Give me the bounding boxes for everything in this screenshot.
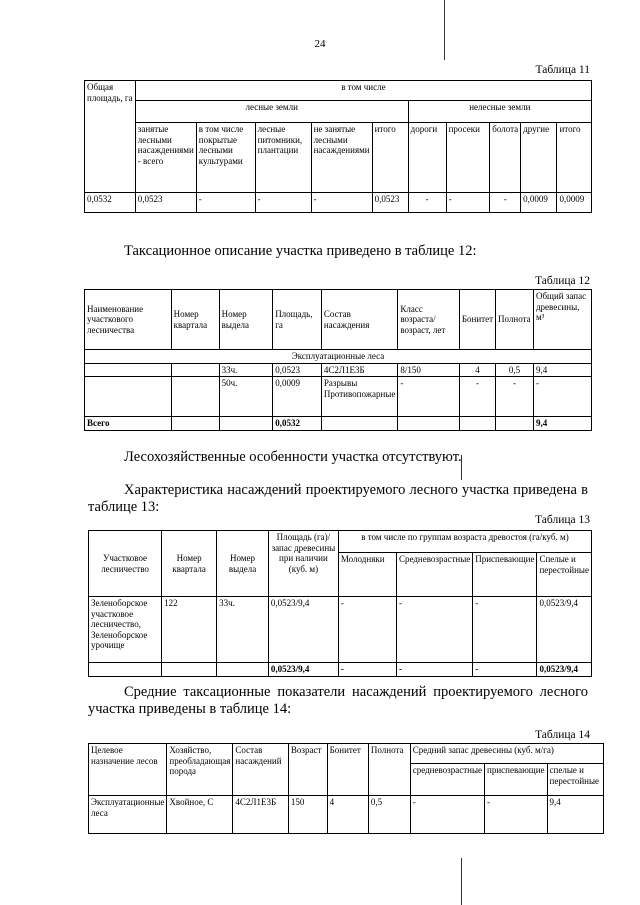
t12-total [398, 417, 460, 431]
t13-cell: - [338, 597, 396, 663]
t13-cell: 122 [162, 597, 217, 663]
t14-cell: - [485, 796, 548, 834]
t12-cell: 8/150 [398, 363, 460, 377]
t12-total: 0,0532 [273, 417, 322, 431]
t11-cell: - [446, 193, 490, 213]
table-11 [84, 80, 592, 213]
t13-total [217, 663, 269, 677]
paragraph-table-12-intro: Таксационное описание участка приведено в таблице 12: [124, 243, 477, 259]
table-13-caption: Таблица 13 [535, 514, 590, 526]
t11-col: лесные питомники, плантации [255, 123, 311, 193]
t13-subheader: Спелые и перестойные [537, 553, 592, 597]
t12-cell: - [533, 377, 591, 417]
t11-cell: - [408, 193, 446, 213]
t12-cell: - [496, 377, 534, 417]
t12-cell: 0,5 [496, 363, 534, 377]
t12-total: Всего [85, 417, 172, 431]
t13-cell: 0,0523/9,4 [268, 597, 338, 663]
t12-header: Полнота [496, 290, 534, 350]
t11-col: итого [557, 123, 592, 193]
t13-cell: - [473, 597, 537, 663]
t14-header: Полнота [368, 744, 410, 796]
t13-cell: - [396, 597, 472, 663]
t12-cell: 4 [459, 363, 495, 377]
t12-total [459, 417, 495, 431]
table-14 [88, 743, 604, 834]
t11-cell: 0,0523 [372, 193, 408, 213]
page-number: 24 [314, 38, 326, 50]
t14-cell: Хвойное, С [167, 796, 233, 834]
t13-total: - [396, 663, 472, 677]
t13-cell: 0,0523/9,4 [537, 597, 592, 663]
t11-cell: 0,0523 [135, 193, 196, 213]
t13-total [89, 663, 162, 677]
t12-header: Класс возраста/ возраст, лет [398, 290, 460, 350]
t13-total: - [473, 663, 537, 677]
t11-col: занятые лесными насаждениями - всего [135, 123, 196, 193]
t14-header-stock: Средний запас древесины (куб. м/га) [410, 744, 603, 764]
t13-subheader: Средневозрастные [396, 553, 472, 597]
t11-cell: 0,0532 [85, 193, 136, 213]
table-11-caption: Таблица 11 [535, 64, 590, 76]
t14-subheader: приспевающие [485, 764, 548, 796]
t14-cell: - [410, 796, 484, 834]
t12-cell: 9,4 [533, 363, 591, 377]
t14-subheader: средневозрастные [410, 764, 484, 796]
t12-cell: Разрывы Противопожарные [321, 377, 397, 417]
t12-cell: 4С2Л1Е3Б [321, 363, 397, 377]
t14-cell: 0,5 [368, 796, 410, 834]
t13-total: 0,0523/9,4 [537, 663, 592, 677]
t14-subheader: спелые и перестойные [547, 764, 603, 796]
t12-group: Эксплуатационные леса [85, 350, 592, 364]
t11-h-nonforest: нелесные земли [408, 101, 591, 123]
t12-cell: 0,0009 [273, 377, 322, 417]
t13-total [162, 663, 217, 677]
table-14-caption: Таблица 14 [535, 729, 590, 741]
t11-col: дороги [408, 123, 446, 193]
t12-header: Общий запас древесины, м³ [533, 290, 591, 350]
t12-cell [171, 363, 219, 377]
t13-cell: 33ч. [217, 597, 269, 663]
t13-header: в том числе по группам возраста древостоя (га/куб. м) [338, 531, 591, 553]
t12-cell: - [459, 377, 495, 417]
t12-header: Состав насаждения [321, 290, 397, 350]
t11-col: не занятые лесными насаждениями [311, 123, 372, 193]
t14-cell: 4С2Л1Е3Б [233, 796, 288, 834]
scan-artifact-line [444, 0, 445, 60]
t12-cell [171, 377, 219, 417]
table-12 [84, 289, 592, 431]
t13-subheader: Молодняки [338, 553, 396, 597]
t14-cell: 150 [288, 796, 327, 834]
t14-header: Целевое назначение лесов [89, 744, 167, 796]
t12-cell [85, 363, 172, 377]
t11-col: просеки [446, 123, 490, 193]
t13-total: 0,0523/9,4 [268, 663, 338, 677]
paragraph-table-13-intro: Характеристика насаждений проектируемого лесного участка приведена в таблице 13: [88, 482, 588, 515]
t11-cell: - [196, 193, 255, 213]
t13-subheader: Приспевающие [473, 553, 537, 597]
t11-col: болота [490, 123, 521, 193]
t14-header: Состав насаждений [233, 744, 288, 796]
t12-total: 9,4 [533, 417, 591, 431]
t11-col: другие [521, 123, 557, 193]
t12-cell: 33ч. [219, 363, 273, 377]
t12-total [219, 417, 273, 431]
t13-header: Участковое лесничество [89, 531, 162, 597]
t13-header: Номер выдела [217, 531, 269, 597]
table-12-caption: Таблица 12 [535, 275, 590, 287]
t12-cell: 0,0523 [273, 363, 322, 377]
t11-cell: - [255, 193, 311, 213]
t14-header: Хозяйство, преобладающая порода [167, 744, 233, 796]
table-13 [88, 530, 592, 677]
t11-h-total: Общая площадь, га [85, 81, 136, 193]
t12-header: Площадь, га [273, 290, 322, 350]
t12-header: Бонитет [459, 290, 495, 350]
t11-cell: 0,0009 [521, 193, 557, 213]
t12-total [321, 417, 397, 431]
t11-cell: 0,0009 [557, 193, 592, 213]
t11-col: итого [372, 123, 408, 193]
t14-header: Возраст [288, 744, 327, 796]
t13-total: - [338, 663, 396, 677]
t11-h-incl: в том числе [135, 81, 591, 101]
t12-total [496, 417, 534, 431]
t14-header: Бонитет [327, 744, 368, 796]
t14-cell: Эксплуатационные леса [89, 796, 167, 834]
t12-header: Номер выдела [219, 290, 273, 350]
t13-cell: Зеленоборское участковое лесничество, Зеленоборское урочище [89, 597, 162, 663]
t12-cell [85, 377, 172, 417]
t14-cell: 9,4 [547, 796, 603, 834]
t12-cell: - [398, 377, 460, 417]
t11-col: в том числе покрытые лесными культурами [196, 123, 255, 193]
t11-cell: - [490, 193, 521, 213]
paragraph-features: Лесохозяйственные особенности участка отсутствуют. [124, 449, 462, 465]
t13-header: Номер квартала [162, 531, 217, 597]
paragraph-table-14-intro: Средние таксационные показатели насаждений проектируемого лесного участка приведены в таблице 14: [88, 684, 588, 717]
t12-cell: 50ч. [219, 377, 273, 417]
scan-artifact-line [461, 858, 462, 905]
t13-header: Площадь (га)/запас древесины при наличии (куб. м) [268, 531, 338, 597]
t11-cell: - [311, 193, 372, 213]
t12-header: Номер квартала [171, 290, 219, 350]
t11-h-forest: лесные земли [135, 101, 408, 123]
t12-header: Наименование участкового лесничества [85, 290, 172, 350]
t12-total [171, 417, 219, 431]
t14-cell: 4 [327, 796, 368, 834]
